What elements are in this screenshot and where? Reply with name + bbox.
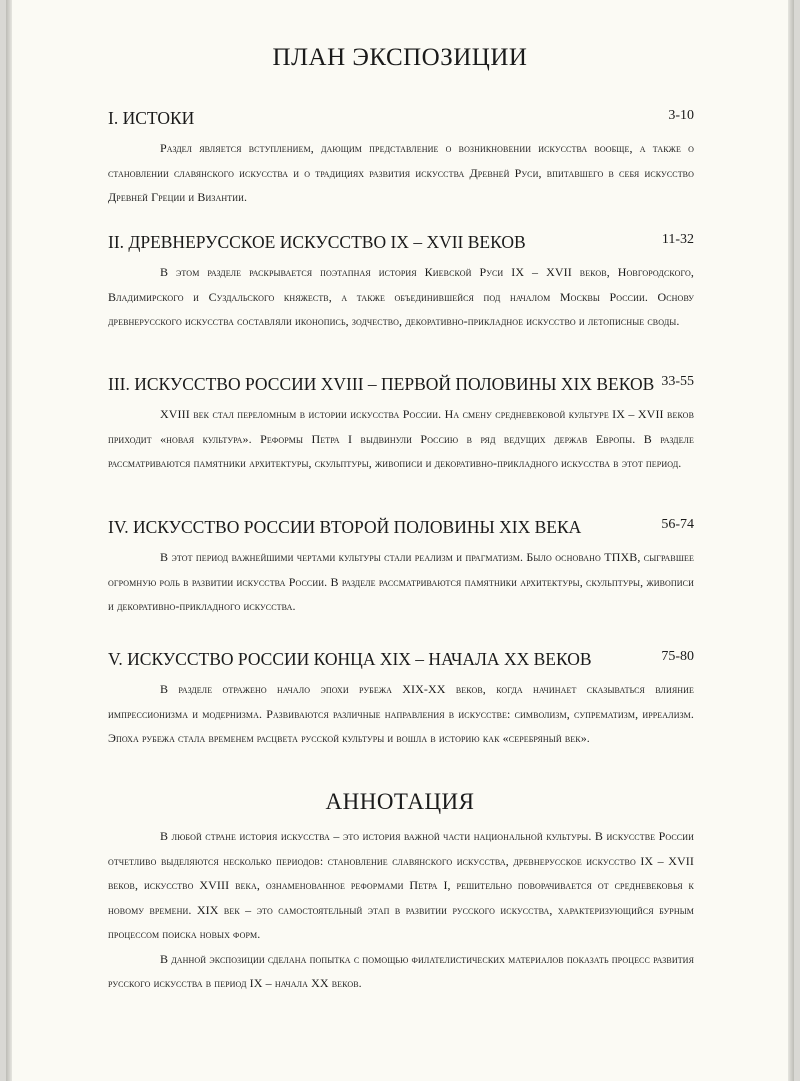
- page-edge-left: [6, 0, 12, 1081]
- section-3: [108, 374, 694, 476]
- annotation-title: АННОТАЦИЯ: [325, 789, 475, 814]
- section-header: [108, 232, 694, 260]
- section-text: В этом разделе раскрывается поэтапная история Киевской Руси IX – XVII веков, Новгородского, Владимирского и Суздальского княжеств, а также объединившейся под началом Москвы России. Основу древнерусского искусства составляли иконопись, зодчество, декоративно-прикладное искусство и летописные своды.: [108, 265, 694, 328]
- section-title: V. ИСКУССТВО РОССИИ КОНЦА XIX – НАЧАЛА XX ВЕКОВ: [108, 649, 592, 669]
- section-5: [108, 649, 694, 751]
- section-pages: 33-55: [661, 374, 694, 389]
- section-pages: 56-74: [661, 517, 694, 532]
- section-header: [108, 517, 694, 545]
- annotation-body: [108, 824, 694, 996]
- annotation-paragraph: В данной экспозиции сделана попытка с помощью филателистических материалов показать процесс развития русского искусства в период IX – начала XX веков.: [108, 951, 694, 990]
- section-1: [108, 108, 694, 210]
- section-header: [108, 374, 694, 402]
- section-title: III. ИСКУССТВО РОССИИ XVIII – ПЕРВОЙ ПОЛОВИНЫ XIX ВЕКОВ: [108, 374, 655, 394]
- section-text: В этот период важнейшими чертами культуры стали реализм и прагматизм. Было основано ТПХВ, сыгравшее огромную роль в развитии искусства России. В разделе рассматриваются памятники архитектуры, скульптуры, живописи и декоративно-прикладного искусства.: [108, 550, 694, 613]
- section-title: I. ИСТОКИ: [108, 108, 195, 128]
- section-title: II. ДРЕВНЕРУССКОЕ ИСКУССТВО IX – XVII ВЕКОВ: [108, 232, 526, 252]
- section-text: Раздел является вступлением, дающим представление о возникновении искусства вообще, а также о становлении славянского искусства и о традициях развития искусства Древней Руси, впитавшего в себя искусство Древней Греции и Византии.: [108, 141, 694, 204]
- section-text: XVIII век стал переломным в истории искусства России. На смену средневековой культуре IX – XVII веков приходит «новая культура». Реформы Петра I выдвинули Россию в ряд ведущих держав Европы. В разделе рассматриваются памятники архитектуры, скульптуры, живописи и декоративно-прикладного искусства в этот период.: [108, 407, 694, 470]
- section-header: [108, 108, 694, 136]
- section-2: [108, 232, 694, 334]
- page-title: ПЛАН ЭКСПОЗИЦИИ: [272, 44, 528, 71]
- section-pages: 11-32: [661, 232, 694, 247]
- annotation-paragraph: В любой стране история искусства – это история важной части национальной культуры. В искусстве России отчетливо выделяются несколько периодов: становление славянского искусства, древнерусское искусство IX – XVII веков, искусство XVIII века, ознаменованное реформами Петра I, решительно поворачивается от средневековья к новому времени. XIX век – это самостоятельный этап в развитии русского искусства, характеризующийся бурным процессом поиска новых форм.: [108, 829, 694, 941]
- section-title: IV. ИСКУССТВО РОССИИ ВТОРОЙ ПОЛОВИНЫ XIX ВЕКА: [108, 517, 582, 537]
- section-header: [108, 649, 694, 677]
- document-page: [6, 0, 794, 1081]
- section-4: [108, 517, 694, 619]
- section-pages: 75-80: [661, 649, 694, 664]
- section-text: В разделе отражено начало эпохи рубежа XIX-XX веков, когда начинает сказываться влияние импрессионизма и модернизма. Развиваются различные направления в искусстве: символизм, супрематизм, ирреализм. Эпоха рубежа стала временем расцвета русской культуры и вошла в историю как «серебряный век».: [108, 682, 694, 745]
- page-edge-right: [788, 0, 794, 1081]
- section-pages: 3-10: [668, 108, 694, 123]
